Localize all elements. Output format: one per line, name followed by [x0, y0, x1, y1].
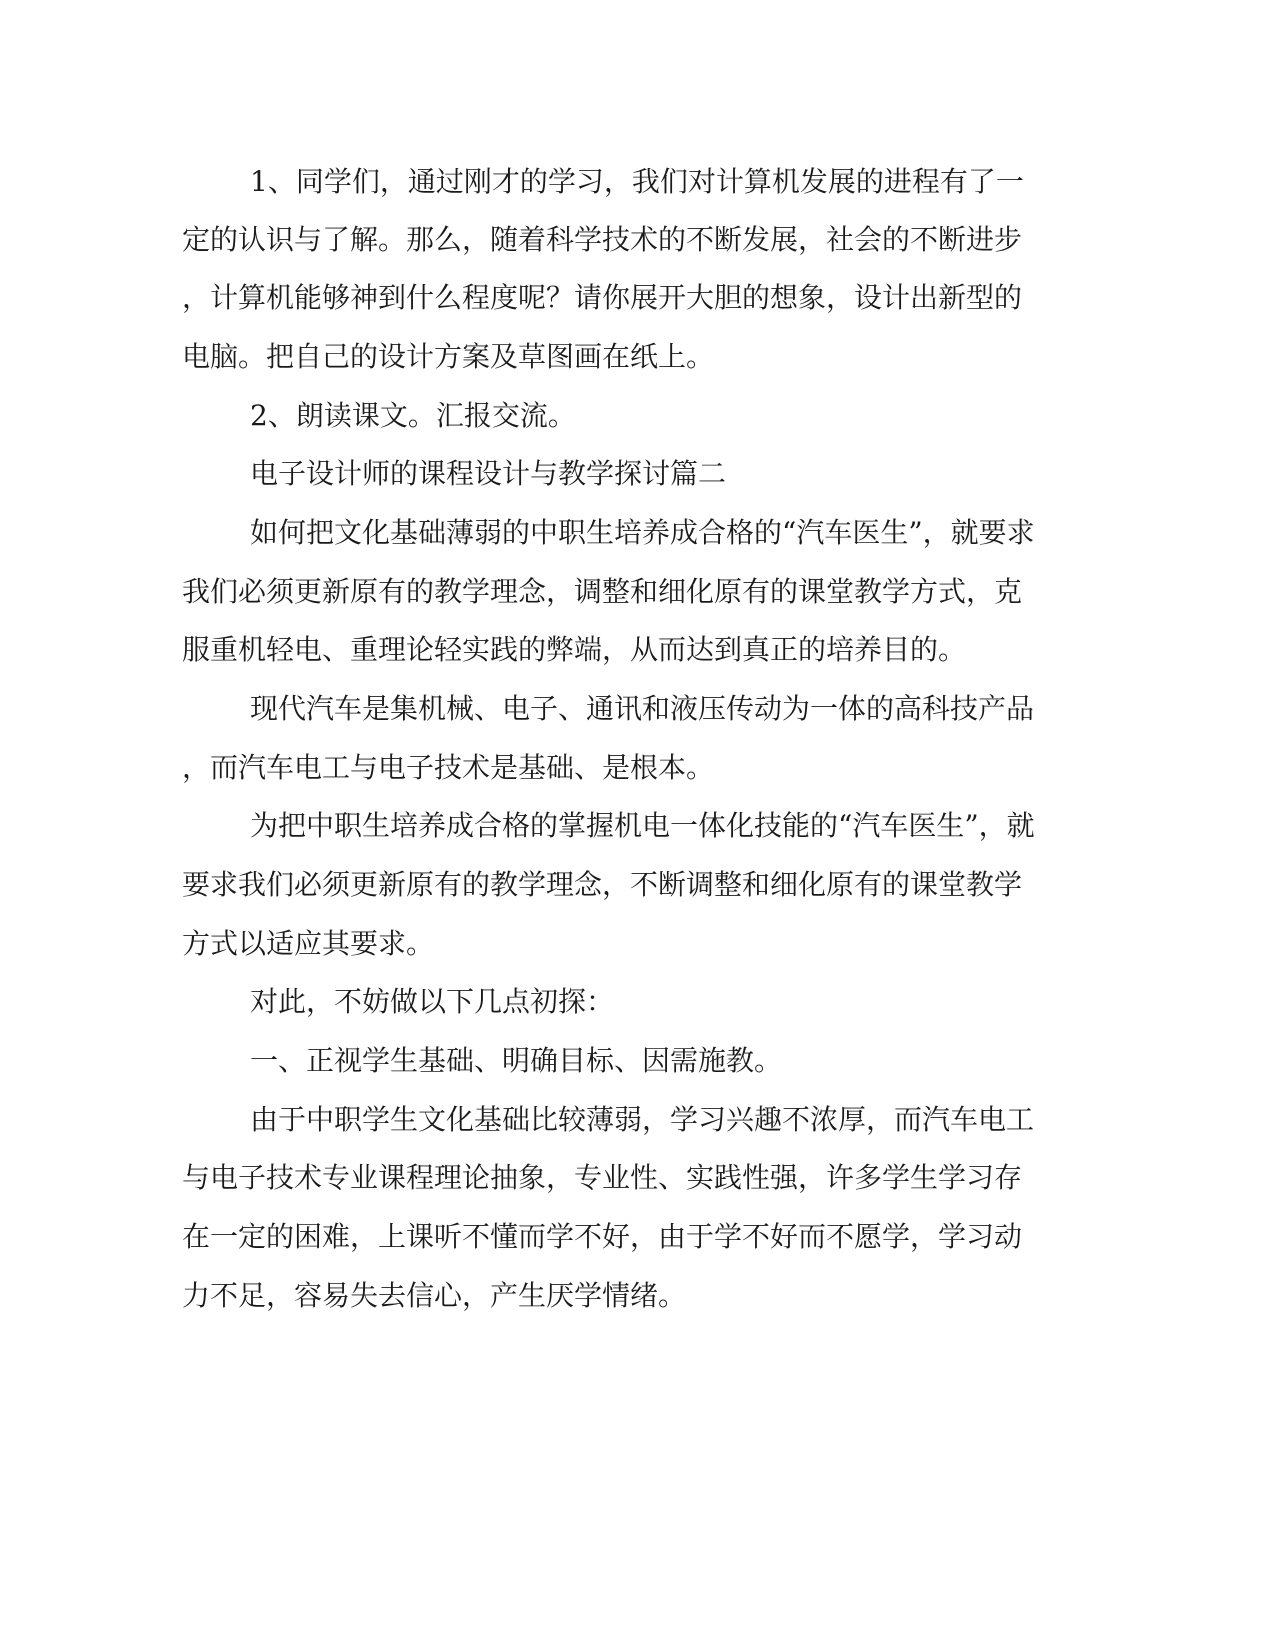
section-heading: 电子设计师的课程设计与教学探讨篇二: [250, 457, 727, 490]
text-line: 如何把文化基础薄弱的中职生培养成合格的“汽车医生”，就要求: [250, 516, 1035, 549]
text-line: 与电子技术专业课程理论抽象，专业性、实践性强，许多学生学习存: [182, 1161, 1023, 1194]
text-line: 定的认识与了解。那么，随着科学技术的不断发展，社会的不断进步: [182, 223, 1023, 256]
text-line: 力不足，容易失去信心，产生厌学情绪。: [182, 1279, 687, 1312]
text-line: 电脑。把自己的设计方案及草图画在纸上。: [182, 340, 715, 373]
text-line: 我们必须更新原有的教学理念，调整和细化原有的课堂教学方式，克: [182, 575, 1023, 608]
text-line: 为把中职生培养成合格的掌握机电一体化技能的“汽车医生”，就: [250, 809, 1035, 842]
text-line: 对此，不妨做以下几点初探：: [250, 985, 615, 1018]
text-line: 由于中职学生文化基础比较薄弱，学习兴趣不浓厚，而汽车电工: [250, 1103, 1035, 1136]
text-line: 服重机轻电、重理论轻实践的弊端，从而达到真正的培养目的。: [182, 633, 967, 666]
text-line: 1、同学们，通过刚才的学习，我们对计算机发展的进程有了一: [250, 165, 1024, 198]
text-line: 要求我们必须更新原有的教学理念，不断调整和细化原有的课堂教学: [182, 868, 1023, 901]
text-line: 2、朗读课文。汇报交流。: [250, 399, 576, 432]
text-line: ，而汽车电工与电子技术是基础、是根本。: [182, 751, 715, 784]
text-line: ，计算机能够神到什么程度呢？请你展开大胆的想象，设计出新型的: [182, 281, 1023, 314]
text-line: 一、正视学生基础、明确目标、因需施教。: [250, 1044, 783, 1077]
text-line: 方式以适应其要求。: [182, 927, 435, 960]
text-line: 现代汽车是集机械、电子、通讯和液压传动为一体的高科技产品: [250, 692, 1035, 725]
text-line: 在一定的困难，上课听不懂而学不好，由于学不好而不愿学，学习动: [182, 1220, 1023, 1253]
